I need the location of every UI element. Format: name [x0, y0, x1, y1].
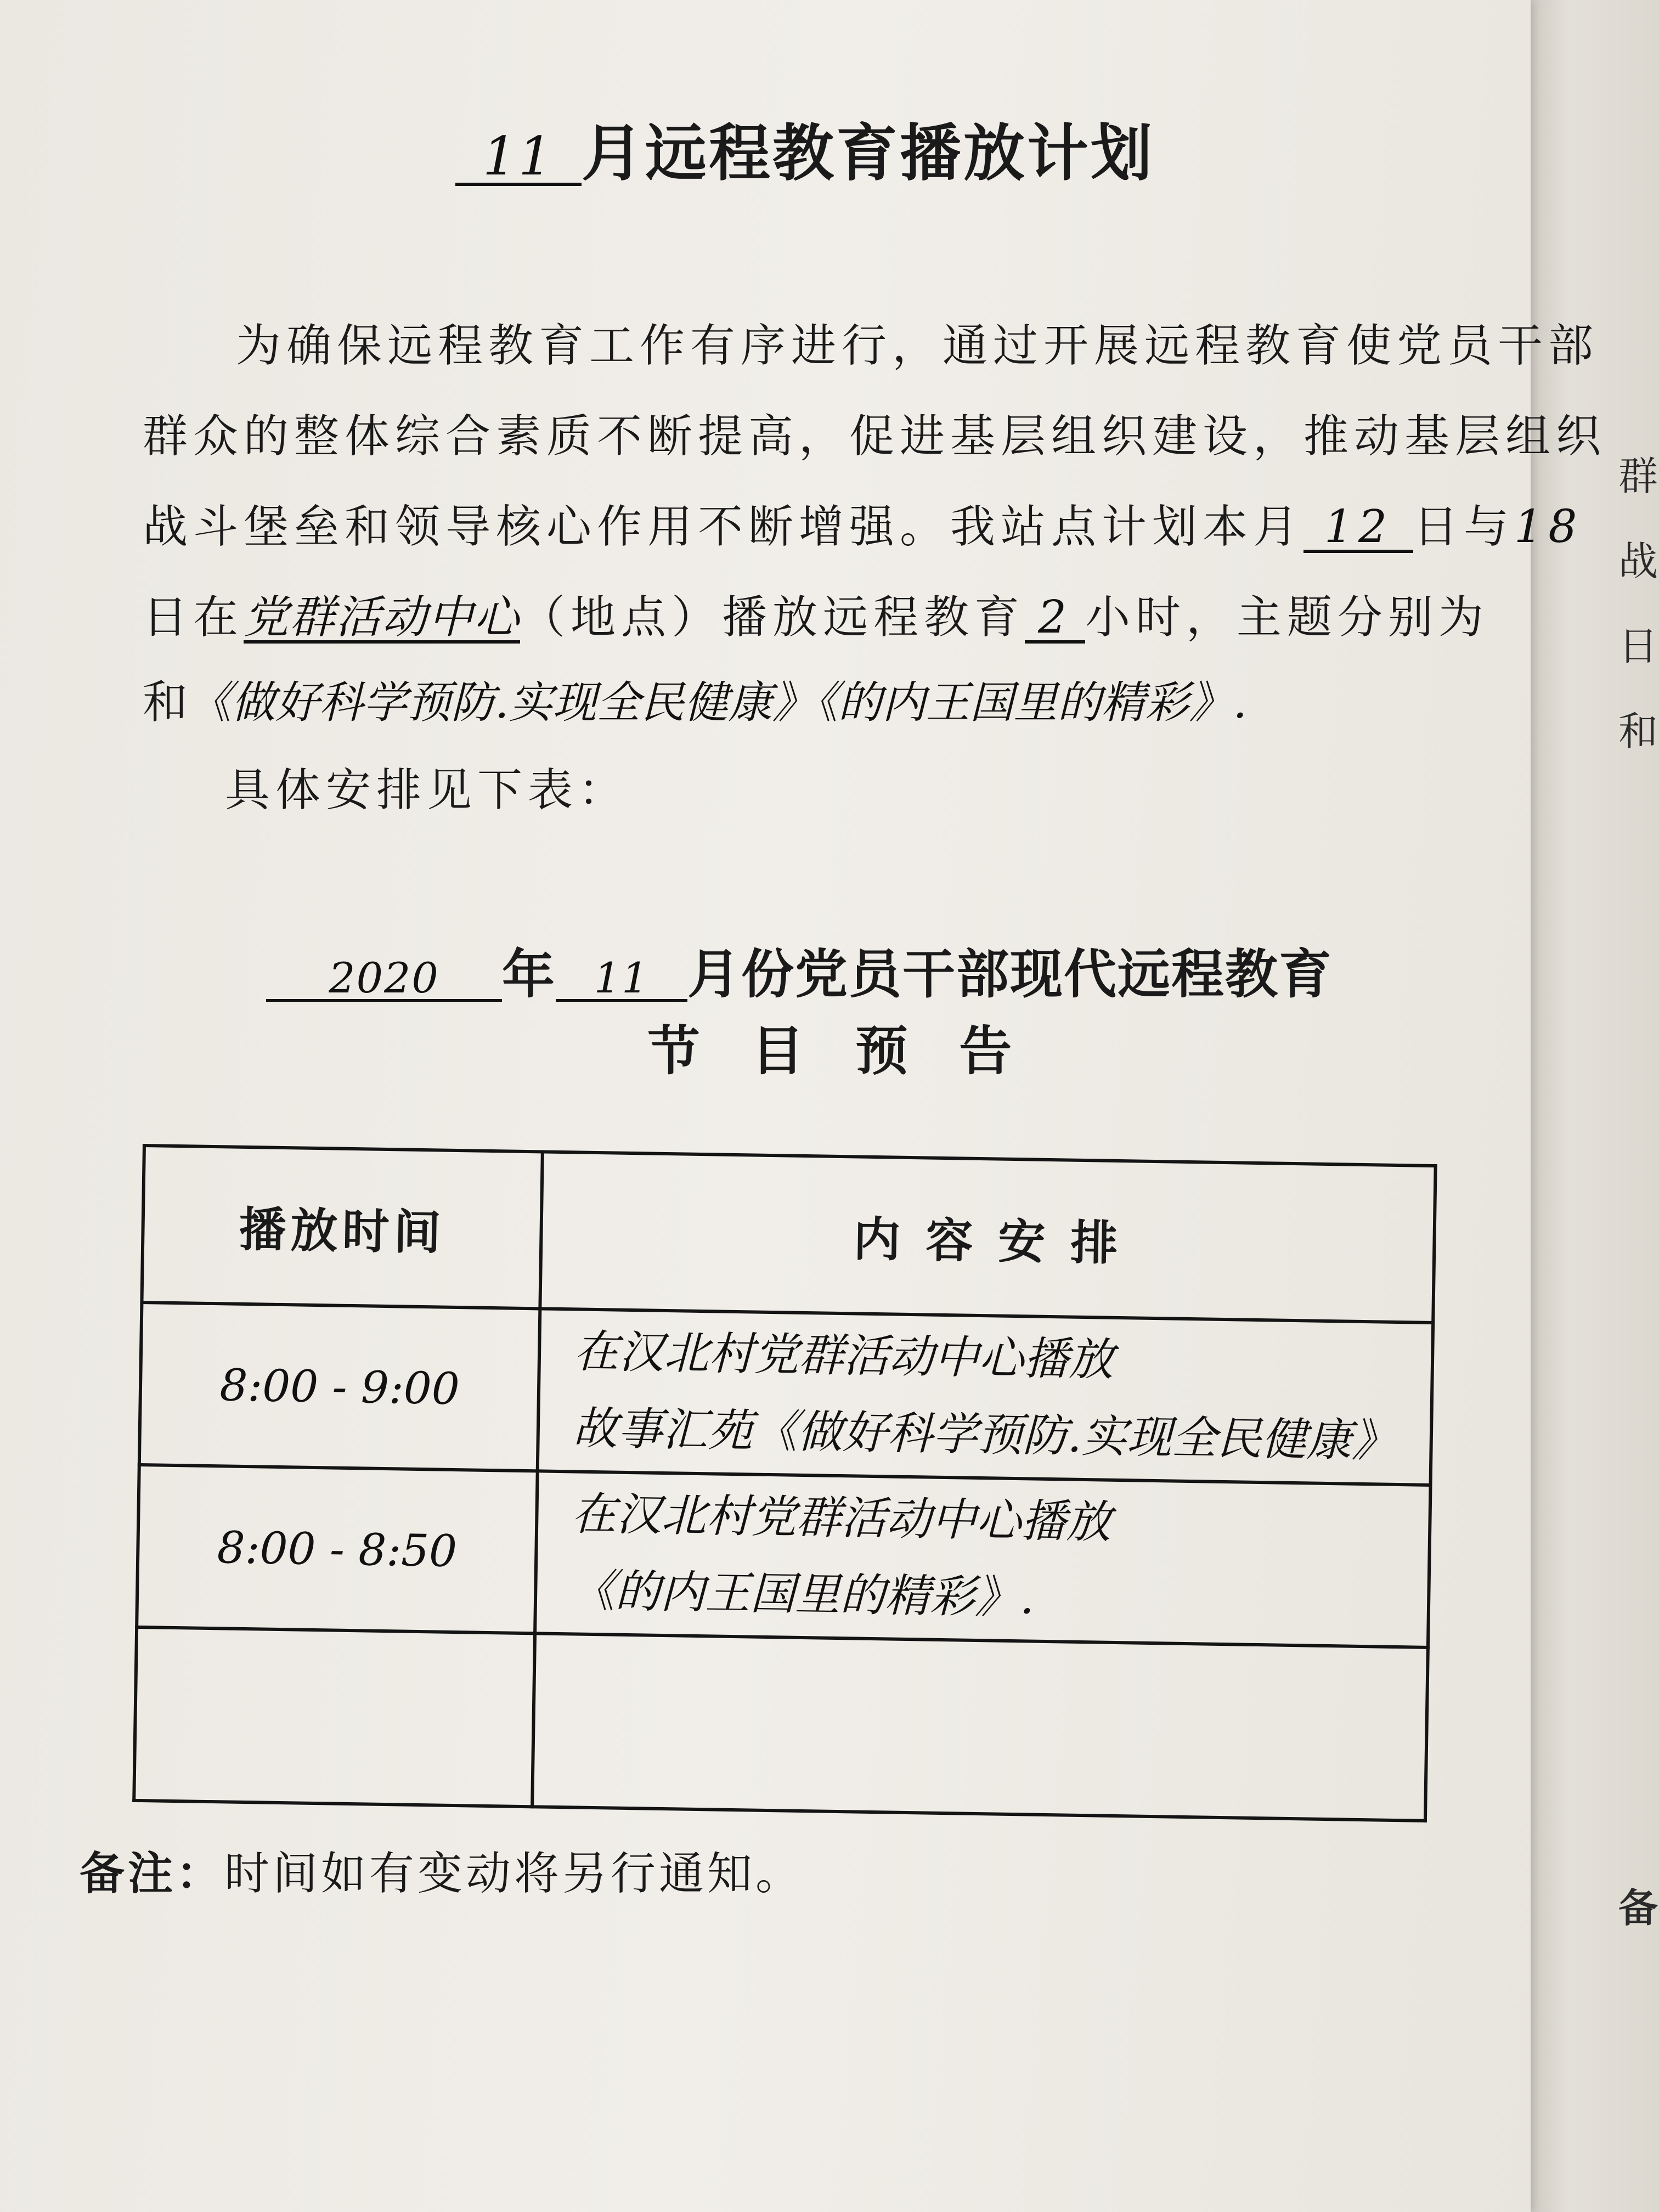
hours-blank: 2 — [1025, 595, 1085, 644]
month-blank: 11 — [556, 957, 687, 1002]
title-month-blank: 11 — [455, 130, 582, 186]
row-content-empty — [532, 1633, 1428, 1821]
next-page-char: 日 — [1618, 623, 1658, 669]
table-row-empty — [134, 1627, 1428, 1821]
table-row — [139, 1302, 1433, 1485]
next-page-char: 群 — [1618, 453, 1658, 499]
row-content — [535, 1471, 1430, 1647]
remark — [80, 1838, 804, 1902]
row-time: 8:00 - 8:50 — [137, 1465, 538, 1633]
remark-label: 备注： — [80, 1848, 225, 1900]
row-content — [538, 1308, 1433, 1485]
next-page-char: 和 — [1618, 708, 1658, 754]
row-time-empty — [134, 1627, 535, 1807]
paragraph-line-2: 群众的整体综合素质不断提高，促进基层组织建设，推动基层组织 — [143, 410, 1607, 462]
row-content-line: 故事汇苑《做好科学预防.实现全民健康》 — [572, 1402, 1397, 1468]
year-suffix: 年 — [502, 944, 556, 1005]
paragraph-line-4 — [143, 582, 1489, 646]
next-page-char: 备 — [1618, 1884, 1658, 1931]
next-page-char: 战 — [1618, 538, 1658, 584]
paragraph-line-3 — [143, 491, 1582, 555]
table-row — [137, 1465, 1430, 1647]
paragraph-line-5 — [143, 667, 1247, 731]
header-time: 播放时间 — [142, 1146, 542, 1308]
themes-handwritten: 《做好科学预防.实现全民健康》《的内王国里的精彩》. — [188, 677, 1247, 728]
row-content-line: 在汉北村党群活动中心播放 — [571, 1488, 1112, 1549]
paragraph-text: 战斗堡垒和领导核心作用不断增强。我站点计划本月 — [143, 501, 1304, 553]
row-content-line: 在汉北村党群活动中心播放 — [573, 1325, 1114, 1386]
paragraph-text: 日与 — [1413, 501, 1515, 553]
paragraph-line-1: 为确保远程教育工作有序进行，通过开展远程教育使党员干部 — [236, 320, 1599, 372]
schedule-heading — [266, 933, 1333, 1008]
row-time: 8:00 - 9:00 — [139, 1302, 540, 1471]
paragraph-line-6: 具体安排见下表： — [225, 764, 629, 816]
paragraph-text: 和 — [143, 676, 188, 729]
year-blank: 2020 — [266, 957, 502, 1002]
table-header-row — [142, 1146, 1435, 1323]
date-1-blank: 12 — [1304, 505, 1413, 553]
date-2-handwritten: 18 — [1514, 501, 1583, 553]
schedule-table — [132, 1144, 1437, 1822]
paragraph-text: 小时，主题分别为 — [1085, 591, 1489, 644]
paragraph-text: 日在 — [143, 591, 244, 644]
page-title — [455, 104, 1154, 193]
schedule-subheading: 节 目 预 告 — [647, 1020, 1029, 1082]
title-text: 月远程教育播放计划 — [582, 118, 1154, 189]
remark-text: 时间如有变动将另行通知。 — [224, 1848, 804, 1900]
header-content: 内 容 安 排 — [540, 1152, 1435, 1323]
location-blank: 党群活动中心 — [244, 591, 521, 644]
month-suffix: 月份党员干部现代远程教育 — [687, 944, 1333, 1005]
paragraph-text: （地点）播放远程教育 — [520, 591, 1025, 644]
row-content-line: 《的内王国里的精彩》. — [569, 1565, 1035, 1624]
